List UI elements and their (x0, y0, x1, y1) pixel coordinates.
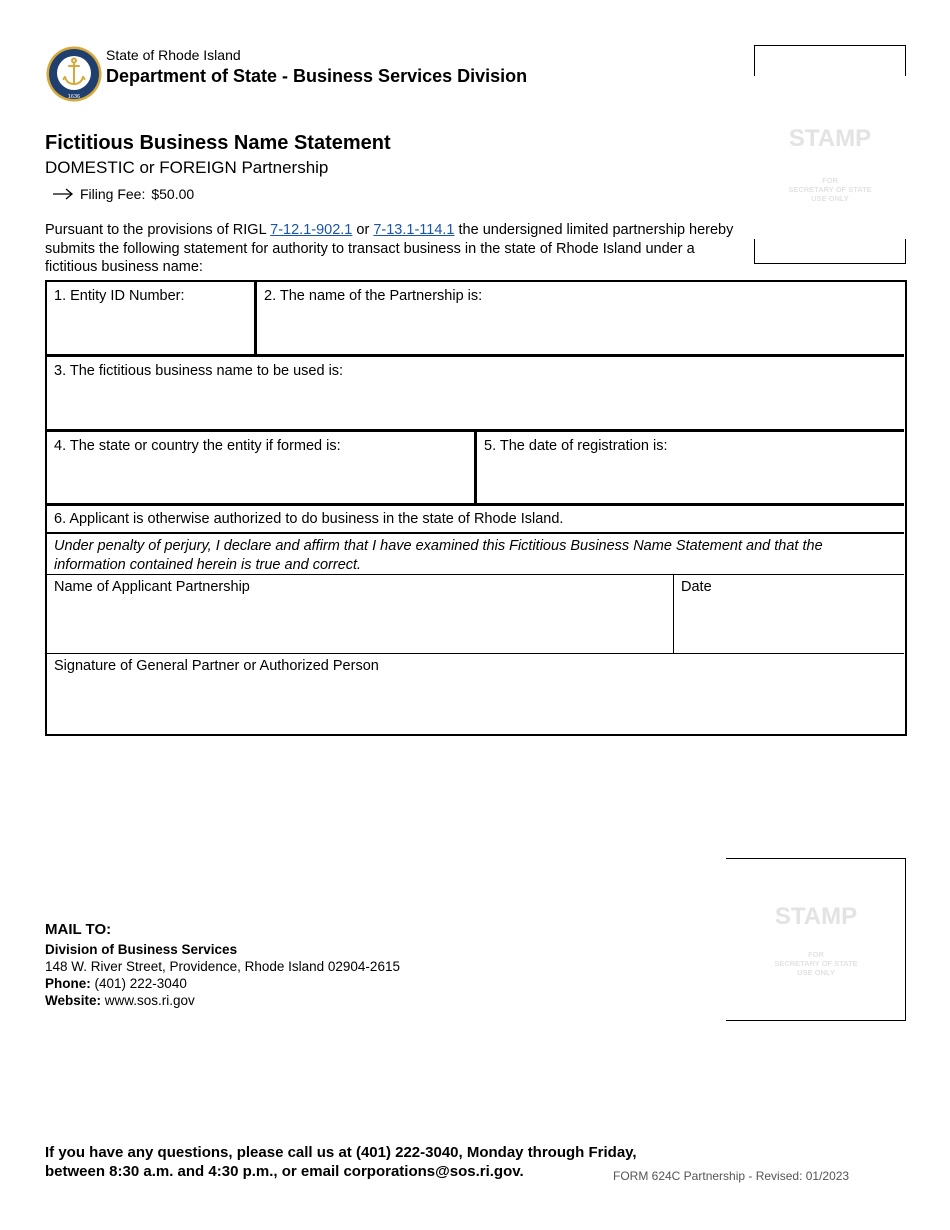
rigl-link-7-12[interactable]: 7-12.1-902.1 (270, 222, 353, 238)
filing-fee (52, 186, 194, 202)
stamp-box-bottom (726, 858, 906, 1021)
mail-address: 148 W. River Street, Providence, Rhode Island 02904-2615 (45, 959, 400, 974)
department-name: Department of State - Business Services Division (106, 66, 528, 86)
rigl-link-7-13[interactable]: 7-13.1-114.1 (373, 222, 455, 238)
registration-date-field[interactable]: 5. The date of registration is: (484, 438, 668, 454)
page-subtitle: DOMESTIC or FOREIGN Partnership (45, 158, 329, 177)
mailing-info (45, 921, 400, 1009)
date-field[interactable]: Date (681, 579, 712, 595)
mail-phone: Phone: (401) 222-3040 (45, 976, 187, 991)
contact-note: If you have any questions, please call us at (401) 222-3040, Monday through Friday, between 8:30 a.m. and 4:30 p.m., or email corporations@sos.ri.gov. (45, 1144, 637, 1180)
fee-value: $50.00 (151, 186, 195, 202)
stamp-note: FOR SECRETARY OF STATE USE ONLY (788, 176, 872, 203)
intro-paragraph: Pursuant to the provisions of RIGL 7-12.1-902.1 or 7-13.1-114.1 the undersigned limited partnership hereby submits the following statement for authority to transact business in the state of Rhode Island under a fictitious business name: (45, 222, 734, 275)
stamp-note-bottom: FOR SECRETARY OF STATE USE ONLY (774, 950, 858, 977)
partnership-name-field[interactable]: 2. The name of the Partnership is: (264, 288, 483, 304)
fee-label: Filing Fee: (80, 186, 146, 202)
arrow-right-icon (52, 188, 74, 200)
agency-name: State of Rhode Island (106, 47, 241, 63)
entity-id-field[interactable]: 1. Entity ID Number: (54, 288, 185, 304)
stamp-label-bottom: STAMP (774, 903, 858, 930)
authorization-statement: 6. Applicant is otherwise authorized to do business in the state of Rhode Island. (54, 511, 564, 527)
signature-field[interactable]: Signature of General Partner or Authorized Person (54, 658, 379, 674)
stamp-label: STAMP (788, 125, 872, 152)
state-country-field[interactable]: 4. The state or country the entity if formed is: (54, 438, 341, 454)
stamp-box-top (754, 45, 906, 264)
mail-division: Division of Business Services (45, 942, 238, 957)
perjury-statement: Under penalty of perjury, I declare and affirm that I have examined this Fictitious Business Name Statement and that the information contained herein is true and correct. (54, 538, 823, 573)
fictitious-name-field[interactable]: 3. The fictitious business name to be used is: (54, 363, 344, 379)
form-revision: FORM 624C Partnership - Revised: 01/2023 (613, 1169, 850, 1183)
page-title: Fictitious Business Name Statement (45, 132, 391, 154)
statement-form (45, 280, 907, 736)
state-seal-logo (46, 46, 102, 102)
website-link[interactable]: www.sos.ri.gov (104, 993, 195, 1008)
mail-title: MAIL TO: (45, 921, 112, 938)
applicant-name-field[interactable]: Name of Applicant Partnership (54, 579, 250, 595)
mail-website: Website: www.sos.ri.gov (45, 993, 195, 1008)
svg-text:1636: 1636 (67, 94, 81, 100)
